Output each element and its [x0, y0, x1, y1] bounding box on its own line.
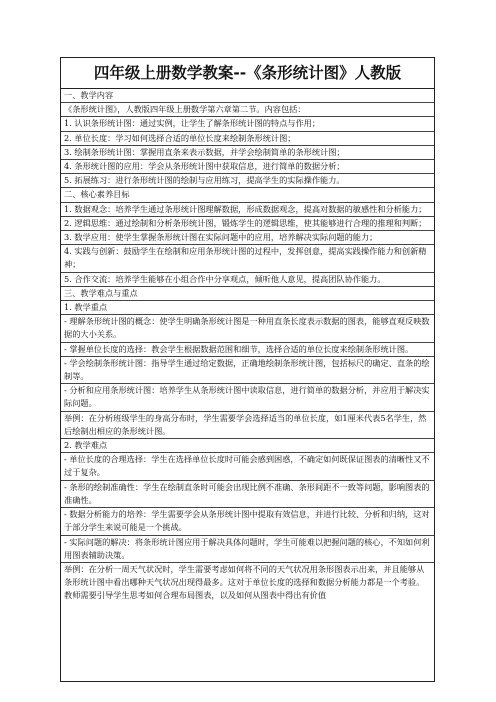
document-line: 3. 数学应用：使学生掌握条形统计图在实际问题中的应用，培养解决实际问题的能力； — [61, 231, 434, 245]
document-line: 4. 条形统计图的应用：学会从条形统计图中获取信息，进行简单的数据分析； — [61, 160, 434, 174]
document-line: 二、核心素养目标 — [61, 188, 434, 202]
document-line: - 学会绘制条形统计图：指导学生通过给定数据，正确地绘制条形统计图，包括标尺的确定、直条的绘制等。 — [61, 357, 434, 384]
document-line: 2. 逻辑思维：通过绘制和分析条形统计图，锻炼学生的逻辑思维，使其能够进行合理的推理和判断； — [61, 217, 434, 231]
document-line: - 实际问题的解决：将条形统计图应用于解决具体问题时，学生可能难以把握问题的核心，不知如何利用图表辅助决策。 — [61, 536, 434, 563]
document-line: 举例：在分析一周天气状况时，学生需要考虑如何将不同的天气状况用条形图表示出来，并且能够从条形统计图中看出哪种天气状况出现得最多。这对于单位长度的选择和数据分析能力都是一个考验。教师需要引导学生思考如何合理布局图表，以及如何从图表中得出有价值 — [64, 563, 425, 601]
document-line: 举例：在分析班级学生的身高分布时，学生需要学会选择适当的单位长度，如1厘米代表5名学生，然后绘制出相应的条形统计图。 — [61, 412, 434, 439]
document-line: - 数据分析能力的培养：学生需要学会从条形统计图中提取有效信息，并进行比较、分析和归纳，这对于部分学生来说可能是一个挑战。 — [61, 508, 434, 535]
document-line: - 理解条形统计图的概念：使学生明确条形统计图是一种用直条长度表示数据的图表，能够直观反映数据的大小关系。 — [61, 315, 434, 342]
document-line: 一、教学内容 — [61, 89, 434, 103]
document-line: - 分析和应用条形统计图：培养学生从条形统计图中读取信息，进行简单的数据分析，并应用于解决实际问题。 — [61, 384, 434, 411]
document-line: 4. 实践与创新：鼓励学生在绘制和应用条形统计图的过程中，发挥创意，提高实践操作能力和创新精神； — [61, 245, 434, 272]
document-line: - 掌握单位长度的选择：教会学生根据数据范围和细节，选择合适的单位长度来绘制条形统计图。 — [61, 343, 434, 357]
document-line: 《条形统计图》，人教版四年级上册数学第六章第二节。内容包括： — [61, 103, 434, 117]
document-line: 2. 单位长度：学习如何选择合适的单位长度来绘制条形统计图； — [61, 132, 434, 146]
document-line: 1. 教学重点 — [61, 301, 434, 315]
document-line: - 单位长度的合理选择：学生在选择单位长度时可能会感到困惑，不确定如何既保证图表的清晰性又不过于复杂。 — [61, 453, 434, 480]
document-line: - 条形的绘制准确性：学生在绘制直条时可能会出现比例不准确、条形间距不一致等问题，影响图表的准确性。 — [61, 481, 434, 508]
document-line: 5. 拓展练习：进行条形统计图的绘制与应用练习，提高学生的实际操作能力。 — [61, 174, 434, 188]
document-body — [61, 89, 434, 603]
document-title: 四年级上册数学教案--《条形统计图》人教版 — [61, 58, 434, 89]
document-line: 3. 绘制条形统计图：掌握用直条来表示数据，并学会绘制简单的条形统计图； — [61, 146, 434, 160]
lesson-plan-document — [60, 57, 435, 682]
document-line: 5. 合作交流：培养学生能够在小组合作中分享观点，倾听他人意见，提高团队协作能力。 — [61, 273, 434, 287]
document-line: 2. 教学难点 — [61, 439, 434, 453]
document-line: 1. 数据观念：培养学生通过条形统计图理解数据，形成数据观念，提高对数据的敏感性和分析能力； — [61, 203, 434, 217]
document-line: 三、教学难点与重点 — [61, 287, 434, 301]
document-line: 1. 认识条形统计图：通过实例，让学生了解条形统计图的特点与作用； — [61, 117, 434, 131]
